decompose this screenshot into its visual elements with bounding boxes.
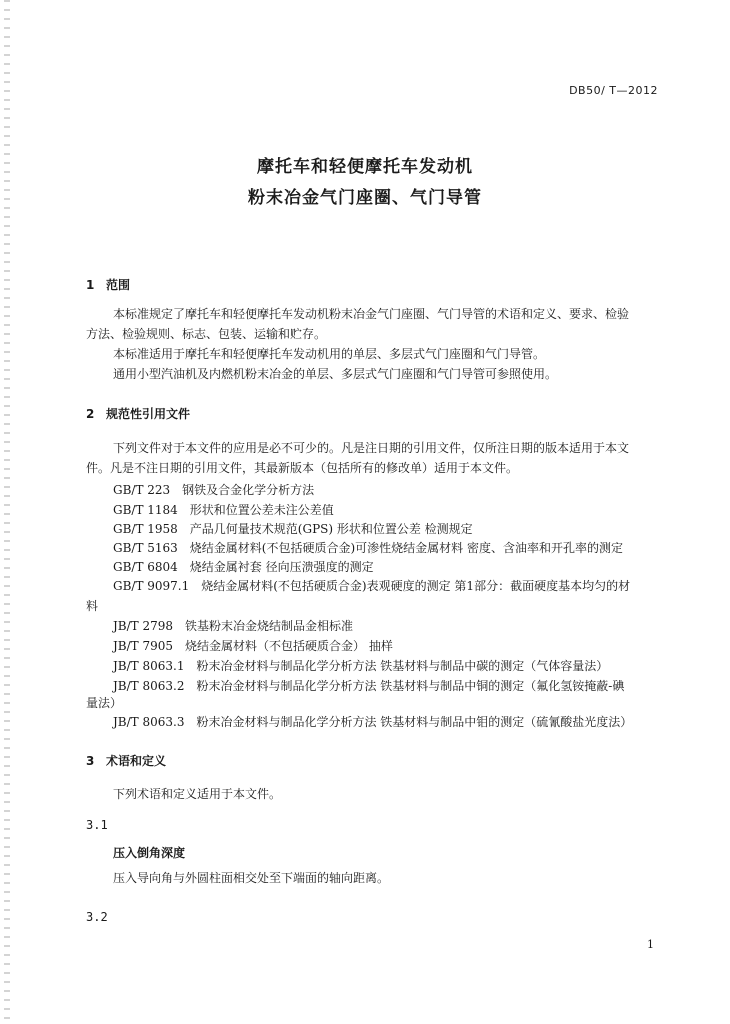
paragraph-line: 本标准规定了摩托车和轻便摩托车发动机粉末冶金气门座圈、气门导管的术语和定义、要求、检验 <box>113 307 630 321</box>
reference-item: GB/T 1958 产品几何量技术规范(GPS) 形状和位置公差 检测规定 <box>113 522 473 536</box>
section-number: 1 <box>86 278 95 292</box>
section-2-heading <box>86 405 190 422</box>
section-number: 2 <box>86 407 95 421</box>
paragraph-line: 件。凡是不注日期的引用文件，其最新版本（包括所有的修改单）适用于本文件。 <box>86 461 519 475</box>
page-number: 1 <box>647 938 654 951</box>
reference-item: JB/T 2798 铁基粉末冶金烧结制品金相标准 <box>113 619 354 633</box>
document-title-line2: 粉末冶金气门座圈、气门导管 <box>248 188 482 208</box>
reference-item: GB/T 6804 烧结金属衬套 径向压溃强度的测定 <box>113 560 374 574</box>
reference-item-continuation: 料 <box>86 599 99 613</box>
paragraph-line: 下列术语和定义适用于本文件。 <box>113 787 282 801</box>
standard-code: DB50/ T—2012 <box>569 84 658 97</box>
reference-item: JB/T 8063.2 粉末冶金材料与制品化学分析方法 铁基材料与制品中铜的测定（氟化氢铵掩蔽-碘 <box>113 679 625 693</box>
reference-item: JB/T 8063.3 粉末冶金材料与制品化学分析方法 铁基材料与制品中钼的测定（硫氰酸盐光度法） <box>113 715 633 729</box>
paragraph-line: 通用小型汽油机及内燃机粉末冶金的单层、多层式气门座圈和气门导管可参照使用。 <box>113 367 558 381</box>
reference-item: GB/T 223 钢铁及合金化学分析方法 <box>113 483 315 497</box>
reference-item: GB/T 5163 烧结金属材料(不包括硬质合金)可渗性烧结金属材料 密度、含油率和开孔率的测定 <box>113 541 623 555</box>
term-name: 压入倒角深度 <box>113 846 186 860</box>
reference-item-continuation: 量法） <box>86 696 123 710</box>
paragraph-line: 方法、检验规则、标志、包装、运输和贮存。 <box>86 327 327 341</box>
paragraph-line: 本标准适用于摩托车和轻便摩托车发动机用的单层、多层式气门座圈和气门导管。 <box>113 347 546 361</box>
term-number: 3.1 <box>86 818 108 832</box>
term-definition: 压入导向角与外圆柱面相交处至下端面的轴向距离。 <box>113 871 390 885</box>
reference-item: GB/T 1184 形状和位置公差未注公差值 <box>113 503 334 517</box>
paragraph-line: 下列文件对于本文件的应用是必不可少的。凡是注日期的引用文件，仅所注日期的版本适用于本文 <box>113 441 630 455</box>
reference-item: JB/T 7905 烧结金属材料（不包括硬质合金） 抽样 <box>113 639 393 653</box>
reference-item: JB/T 8063.1 粉末冶金材料与制品化学分析方法 铁基材料与制品中碳的测定（气体容量法） <box>113 659 609 673</box>
section-1-heading <box>86 276 130 293</box>
document-title-line1: 摩托车和轻便摩托车发动机 <box>257 157 473 177</box>
section-title: 术语和定义 <box>106 754 167 768</box>
section-3-heading <box>86 752 166 769</box>
reference-item: GB/T 9097.1 烧结金属材料(不包括硬质合金)表观硬度的测定 第1部分：截面硬度基本均匀的材 <box>113 579 631 593</box>
section-title: 规范性引用文件 <box>106 407 191 421</box>
term-number: 3.2 <box>86 910 108 924</box>
section-title: 范围 <box>106 278 131 292</box>
section-number: 3 <box>86 754 95 768</box>
